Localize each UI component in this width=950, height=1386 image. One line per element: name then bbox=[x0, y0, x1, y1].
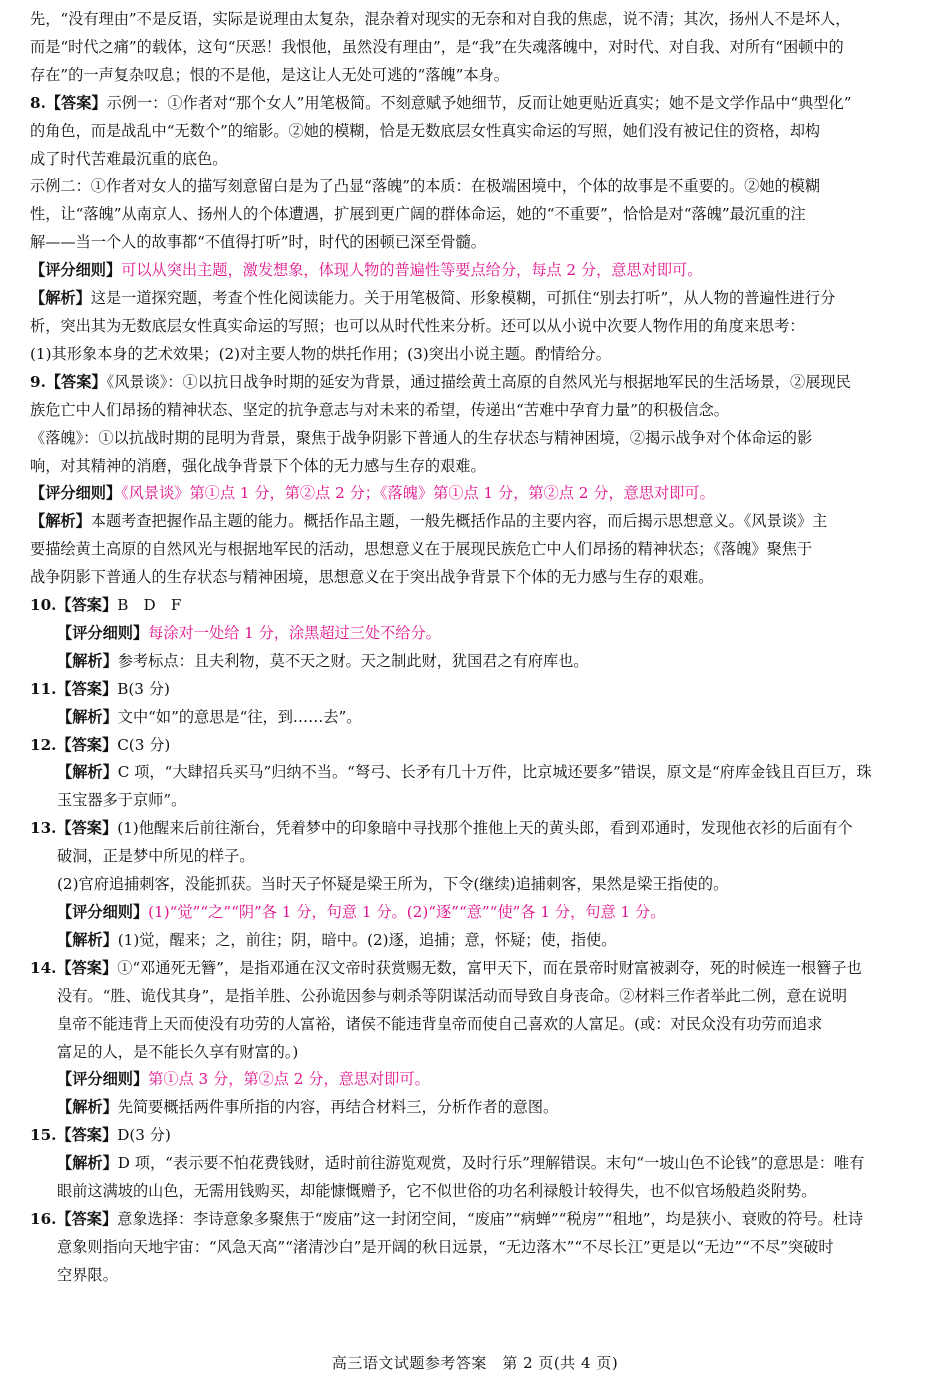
section-label: 15.【答案】 bbox=[30, 1126, 118, 1145]
section-label: 【解析】 bbox=[30, 289, 91, 308]
section-label: 【评分细则】 bbox=[57, 1070, 149, 1089]
text-line bbox=[30, 815, 915, 843]
text-line bbox=[30, 1262, 915, 1290]
text-line bbox=[30, 397, 915, 425]
text-line bbox=[30, 118, 915, 146]
answer-text: 这是一道探究题，考查个性化阅读能力。关于用笔极简、形象模糊，可抓住“别去打听”，从人物的普遍性进行分 bbox=[90, 289, 836, 308]
text-line bbox=[30, 285, 915, 313]
answer-text: 先，“没有理由”不是反语，实际是说理由太复杂，混杂着对现实的无奈和对自我的焦虑，说不清；其次，扬州人不是坏人， bbox=[30, 10, 851, 28]
section-label: 8.【答案】 bbox=[30, 93, 107, 112]
answer-text: 存在”的一声复杂叹息；恨的不是他，是这让人无处可逃的“落魄”本身。 bbox=[30, 65, 509, 84]
answer-text: 破洞，正是梦中所见的样子。 bbox=[57, 847, 255, 866]
answer-text: (1)他醒来后前往渐台，凭着梦中的印象暗中寻找那个推他上天的黄头郎，看到邓通时，发现他衣衫的后面有个 bbox=[117, 819, 853, 838]
text-line bbox=[30, 229, 915, 257]
section-label: 11.【答案】 bbox=[30, 679, 118, 698]
answer-text: 眼前这满坡的山色，无需用钱购买，却能慷慨赠予，它不似世俗的功名利禄般计较得失，也不似官场般趋炎附势。 bbox=[57, 1182, 817, 1201]
answer-text: D(3 分) bbox=[117, 1126, 171, 1145]
answer-text: 成了时代苦难最沉重的底色。 bbox=[30, 149, 228, 168]
text-line bbox=[30, 201, 915, 229]
answer-text: (1)其形象本身的艺术效果；(2)对主要人物的烘托作用；(3)突出小说主题。酌情给分。 bbox=[30, 344, 611, 363]
text-line bbox=[30, 648, 915, 676]
text-line bbox=[30, 453, 915, 481]
answer-text: 皇帝不能违背上天而使没有功劳的人富裕，诸侯不能违背皇帝而使自己喜欢的人富足。(或：对民众没有功劳而追求 bbox=[57, 1014, 823, 1033]
text-line bbox=[30, 787, 915, 815]
text-line bbox=[30, 759, 915, 787]
text-line bbox=[30, 1234, 915, 1262]
answer-text: 示例二：①作者对女人的描写刻意留白是为了凸显“落魄”的本质：在极端困境中，个体的故事是不重要的。②她的模糊 bbox=[30, 177, 821, 196]
text-line bbox=[30, 1122, 915, 1150]
section-label: 13.【答案】 bbox=[30, 819, 118, 838]
section-label: 16.【答案】 bbox=[30, 1209, 118, 1228]
answer-text: (1)觉，醒来；之，前往；阴，暗中。(2)逐，追捕；意，怀疑；使，指使。 bbox=[117, 930, 617, 949]
answer-text: ①“邓通死无簪”，是指邓通在汉文帝时获赏赐无数，富甲天下，而在景帝时财富被剥夺，死的时候连一根簪子也 bbox=[117, 958, 862, 977]
text-line bbox=[30, 313, 915, 341]
section-label: 【评分细则】 bbox=[30, 261, 122, 280]
answer-text: (2)官府追捕刺客，没能抓获。当时天子怀疑是梁王所为，下令(继续)追捕刺客，果然是梁王指使的。 bbox=[57, 875, 729, 894]
text-line bbox=[30, 1150, 915, 1178]
text-line bbox=[30, 676, 915, 704]
text-line bbox=[30, 1039, 915, 1067]
answer-text: C(3 分) bbox=[117, 735, 171, 754]
section-label: 【解析】 bbox=[57, 930, 118, 949]
answer-text: D 项，“表示要不怕花费钱财，适时前往游览观赏，及时行乐”理解错误。末句“一坡山色不论钱”的意思是：唯有 bbox=[117, 1154, 865, 1173]
text-line bbox=[30, 90, 915, 118]
section-label: 【解析】 bbox=[57, 763, 118, 782]
answer-text: 解——当一个人的故事都“不值得打听”时，时代的困顿已深至骨髓。 bbox=[30, 233, 486, 252]
answer-text: 先简要概括两件事所指的内容，再结合材料三，分析作者的意图。 bbox=[117, 1098, 559, 1117]
answer-text: 响，对其精神的消磨，强化战争背景下个体的无力感与生存的艰难。 bbox=[30, 456, 486, 475]
page-footer: 高三语文试题参考答案 第 2 页(共 4 页) bbox=[331, 1354, 619, 1372]
scoring-rule-text: 可以从突出主题，激发想象，体现人物的普遍性等要点给分，每点 2 分，意思对即可。 bbox=[121, 261, 703, 280]
answer-text: 意象则指向天地宇宙：“风急天高”“渚清沙白”是开阔的秋日远景，“无边落木”“不尽长江”更是以“无边”“不尽”突破时 bbox=[57, 1237, 834, 1256]
answer-text: B D F bbox=[117, 596, 182, 615]
text-line bbox=[30, 592, 915, 620]
answer-text: 族危亡中人们昂扬的精神状态、坚定的抗争意志与对未来的希望，传递出“苦难中孕育力量”的积极信念。 bbox=[30, 400, 729, 419]
answer-text: C 项，“大肆招兵买马”归纳不当。“弩弓、长矛有几十万件，比京城还要多”错误，原文是“府库金钱且百巨万，珠 bbox=[117, 763, 872, 782]
text-line bbox=[30, 173, 915, 201]
text-line bbox=[30, 843, 915, 871]
text-line bbox=[30, 508, 915, 536]
answer-text: 性，让“落魄”从南京人、扬州人的个体遭遇，扩展到更广阔的群体命运，她的“不重要”，恰恰是对“落魄”最沉重的注 bbox=[30, 205, 806, 224]
answer-text: 战争阴影下普通人的生存状态与精神困境，思想意义在于突出战争背景下个体的无力感与生存的艰难。 bbox=[30, 568, 714, 587]
text-line bbox=[30, 6, 915, 34]
text-line bbox=[30, 1011, 915, 1039]
answer-text: 而是“时代之痛”的载体，这句“厌恶！我恨他，虽然没有理由”，是“我”在失魂落魄中，对时代、对自我、对所有“困顿中的 bbox=[30, 37, 844, 56]
scoring-rule-text: 《风景谈》第①点 1 分，第②点 2 分；《落魄》第①点 1 分，第②点 2 分，意思对即可。 bbox=[121, 484, 715, 503]
scoring-rule-text: (1)“觉”“之”“阴”各 1 分，句意 1 分。(2)“逐”“意”“使”各 1 分，句意 1 分。 bbox=[148, 903, 666, 921]
answer-text: B(3 分) bbox=[117, 679, 170, 698]
text-line bbox=[30, 369, 915, 397]
answer-text: 《落魄》：①以抗战时期的昆明为背景，聚焦于战争阴影下普通人的生存状态与精神困境，②揭示战争对个体命运的影 bbox=[30, 428, 813, 447]
section-label: 14.【答案】 bbox=[30, 958, 118, 977]
text-line bbox=[30, 927, 915, 955]
scoring-rule-text: 每涂对一处给 1 分，涂黑超过三处不给分。 bbox=[148, 623, 441, 642]
text-line bbox=[30, 1178, 915, 1206]
scoring-rule-text: 第①点 3 分，第②点 2 分，意思对即可。 bbox=[148, 1070, 430, 1089]
text-line bbox=[30, 955, 915, 983]
section-label: 9.【答案】 bbox=[30, 372, 107, 391]
answer-text: 析，突出其为无数底层女性真实命运的写照；也可以从时代性来分析。还可以从小说中次要人物作用的角度来思考： bbox=[30, 316, 805, 335]
text-line bbox=[30, 257, 915, 285]
answer-text: 玉宝器多于京师”。 bbox=[57, 791, 187, 810]
text-line bbox=[30, 425, 915, 453]
answer-text: 富足的人，是不能长久享有财富的。) bbox=[57, 1042, 299, 1061]
text-line bbox=[30, 1066, 915, 1094]
text-line bbox=[30, 34, 915, 62]
text-line bbox=[30, 536, 915, 564]
section-label: 【解析】 bbox=[30, 512, 91, 531]
text-line bbox=[30, 871, 915, 899]
answer-text: 意象选择：李诗意象多聚焦于“废庙”这一封闭空间，“废庙”“病蝉”“税房”“租地”，均是狭小、衰败的符号。杜诗 bbox=[117, 1209, 864, 1228]
text-line bbox=[30, 899, 915, 927]
text-line bbox=[30, 341, 915, 369]
section-label: 【评分细则】 bbox=[30, 484, 122, 503]
answer-text: 《风景谈》：①以抗日战争时期的延安为背景，通过描绘黄土高原的自然风光与根据地军民的生活场景，②展现民 bbox=[106, 372, 851, 391]
answer-text: 空界限。 bbox=[57, 1265, 118, 1284]
section-label: 【评分细则】 bbox=[57, 903, 149, 921]
answer-key-page bbox=[30, 6, 915, 1290]
section-label: 【解析】 bbox=[57, 651, 118, 670]
section-label: 【解析】 bbox=[57, 1154, 118, 1173]
answer-text: 的角色，而是战乱中“无数个”的缩影。②她的模糊，恰是无数底层女性真实命运的写照，她们没有被记住的资格，却构 bbox=[30, 121, 821, 140]
answer-text: 文中“如”的意思是“往，到……去”。 bbox=[117, 707, 362, 726]
text-line bbox=[30, 146, 915, 174]
answer-text: 本题考查把握作品主题的能力。概括作品主题，一般先概括作品的主要内容，而后揭示思想意义。《风景谈》主 bbox=[90, 512, 828, 531]
section-label: 12.【答案】 bbox=[30, 735, 118, 754]
answer-text: 参考标点：且夫利物，莫不天之财。天之制此财，犹国君之有府库也。 bbox=[117, 651, 589, 670]
text-line bbox=[30, 480, 915, 508]
answer-text: 没有。“胜、诡伐其身”，是指羊胜、公孙诡因参与刺杀等阴谋活动而导致自身丧命。②材料三作者举此二例，意在说明 bbox=[57, 986, 848, 1005]
answer-text: 要描绘黄土高原的自然风光与根据地军民的活动，思想意义在于展现民族危亡中人们昂扬的精神状态；《落魄》聚焦于 bbox=[30, 540, 813, 559]
answer-text: 示例一：①作者对“那个女人”用笔极简。不刻意赋予她细节，反而让她更贴近真实；她不是文学作品中“典型化” bbox=[106, 93, 852, 112]
section-label: 【解析】 bbox=[57, 1098, 118, 1117]
section-label: 【解析】 bbox=[57, 707, 118, 726]
text-line bbox=[30, 1206, 915, 1234]
text-line bbox=[30, 62, 915, 90]
text-line bbox=[30, 983, 915, 1011]
text-line bbox=[30, 564, 915, 592]
text-line bbox=[30, 620, 915, 648]
text-line bbox=[30, 1094, 915, 1122]
text-line bbox=[30, 704, 915, 732]
text-line bbox=[30, 732, 915, 760]
section-label: 10.【答案】 bbox=[30, 596, 118, 615]
section-label: 【评分细则】 bbox=[57, 623, 149, 642]
